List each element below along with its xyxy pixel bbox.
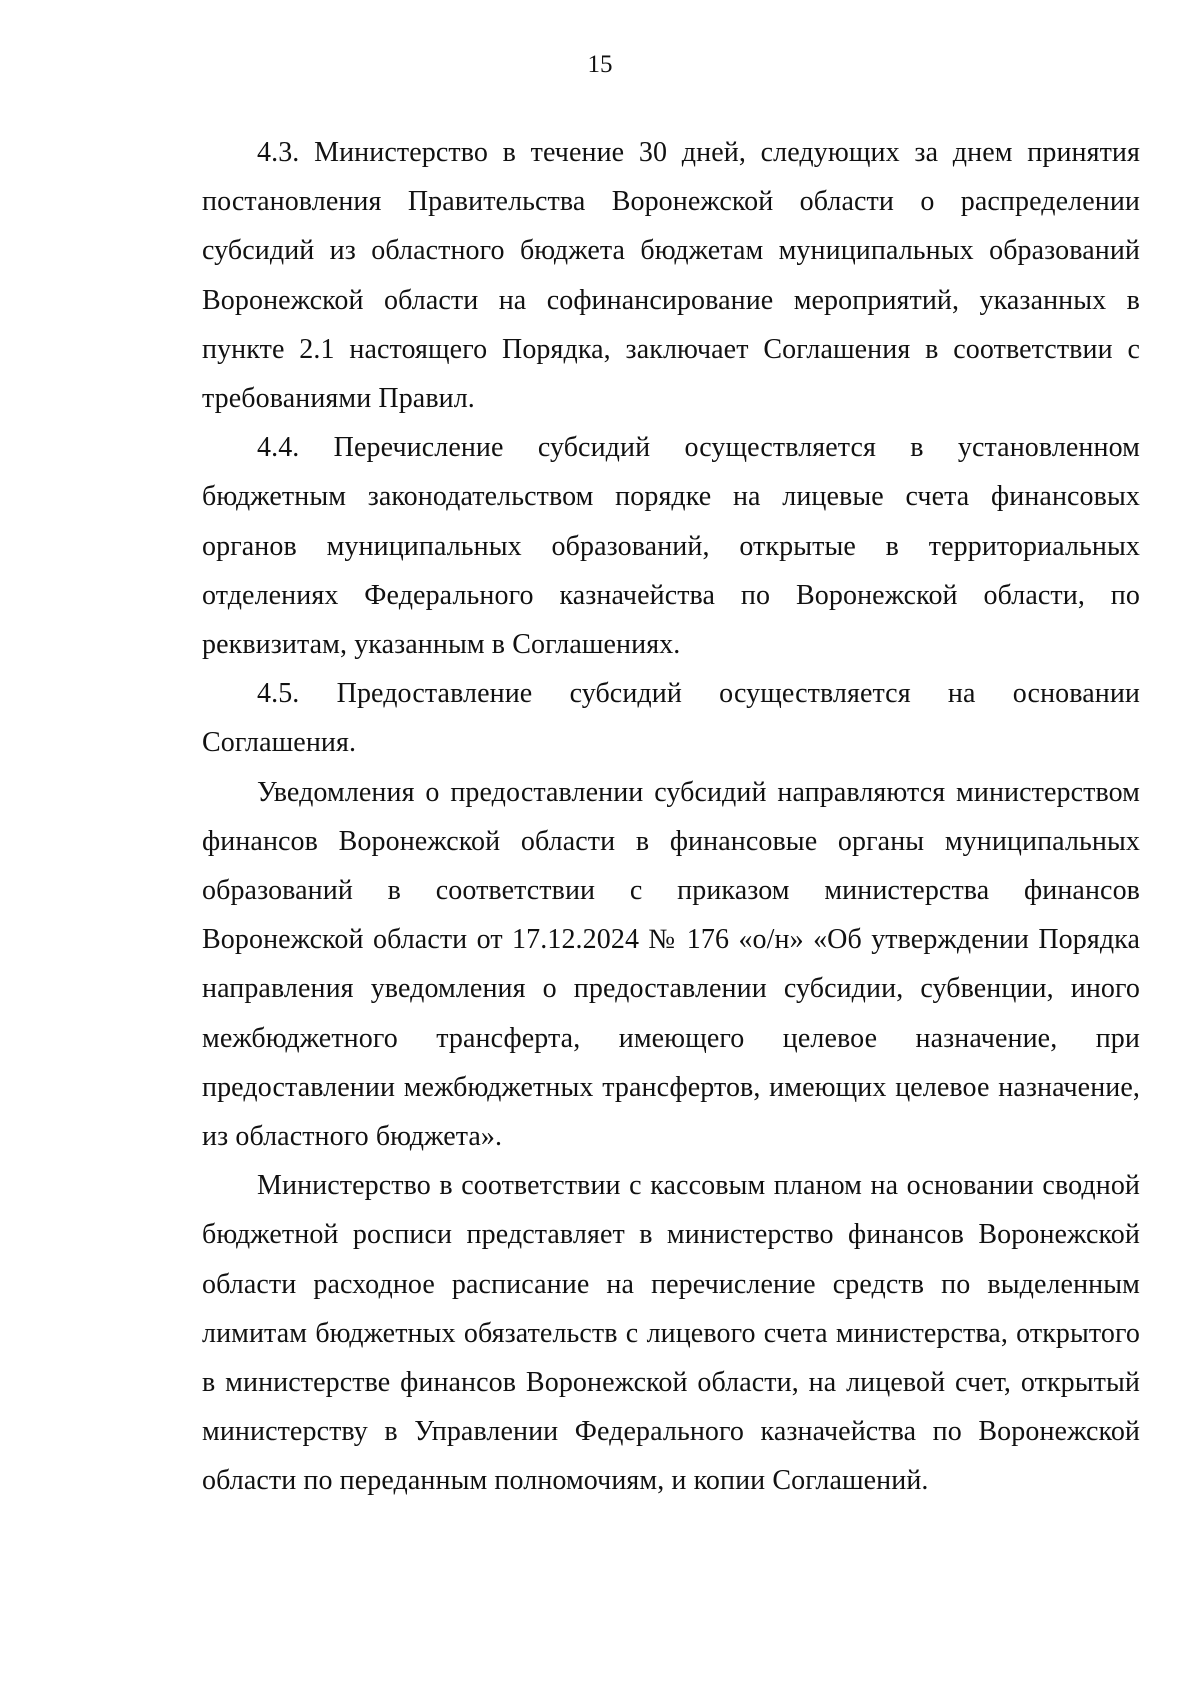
paragraph-ministry-schedule: Министерство в соответствии с кассовым планом на основании сводной бюджетной росписи представляет в министерство финансов Воронежской области расходное расписание на перечисление средств по выделенным лимитам бюджетных обязательств с лицевого счета министерства, открытого в министерстве финансов Воронежской области, на лицевой счет, открытый министерству в Управлении Федерального казначейства по Воронежской области по переданным полномочиям, и копии Соглашений. — [202, 1170, 1140, 1497]
document-body — [202, 128, 1140, 1506]
page-number: 15 — [587, 51, 613, 78]
paragraph-4-4: 4.4. Перечисление субсидий осуществляется в установленном бюджетным законодательством порядке на лицевые счета финансовых органов муниципальных образований, открытые в территориальных отделениях Федерального казначейства по Воронежской области, по реквизитам, указанным в Соглашениях. — [202, 432, 1140, 661]
paragraph-4-3: 4.3. Министерство в течение 30 дней, следующих за днем принятия постановления Правительства Воронежской области о распределении субсидий из областного бюджета бюджетам муниципальных образований Воронежской области на софинансирование мероприятий, указанных в пункте 2.1 настоящего Порядка, заключает Соглашения в соответствии с требованиями Правил. — [202, 137, 1140, 415]
paragraph-4-5: 4.5. Предоставление субсидий осуществляется на основании Соглашения. — [202, 678, 1140, 759]
paragraph-notifications: Уведомления о предоставлении субсидий направляются министерством финансов Воронежской области в финансовые органы муниципальных образований в соответствии с приказом министерства финансов Воронежской области от 17.12.2024 № 176 «о/н» «Об утверждении Порядка направления уведомления о предоставлении субсидии, субвенции, иного межбюджетного трансферта, имеющего целевое назначение, при предоставлении межбюджетных трансфертов, имеющих целевое назначение, из областного бюджета». — [202, 776, 1140, 1153]
